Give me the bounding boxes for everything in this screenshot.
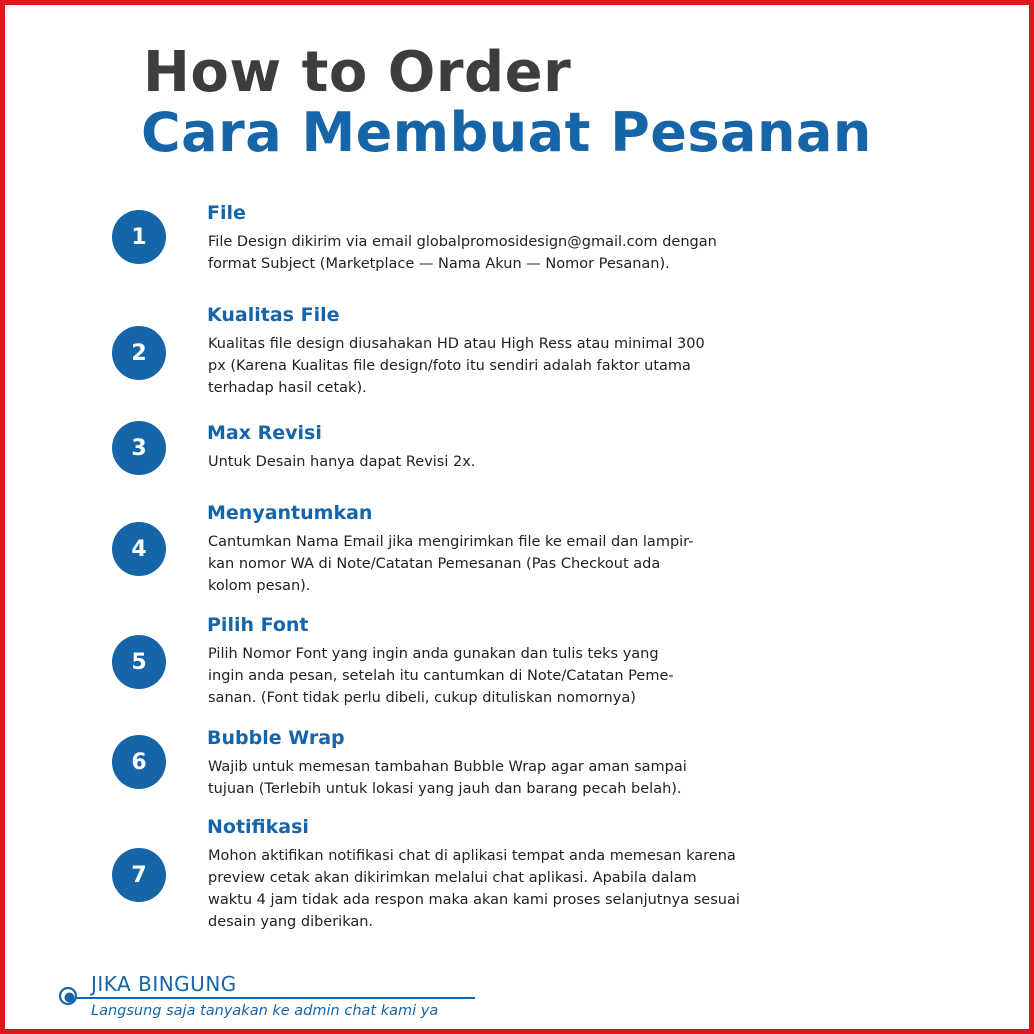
page-subtitle: Cara Membuat Pesanan	[141, 101, 872, 164]
step-number-badge: 7	[112, 848, 166, 902]
footer-subtitle: Langsung saja tanyakan ke admin chat kami ya	[91, 1003, 439, 1019]
step-title: Menyantumkan	[207, 502, 373, 524]
step-description: Pilih Nomor Font yang ingin anda gunakan dan tulis teks yang ingin anda pesan, setelah itu cantumkan di Note/Catatan Peme- sanan. (Font tidak perlu dibeli, cukup dituliskan nomornya)	[208, 646, 674, 706]
step-number-badge: 6	[112, 735, 166, 789]
step-description: Wajib untuk memesan tambahan Bubble Wrap agar aman sampai tujuan (Terlebih untuk lokasi yang jauh dan barang pecah belah).	[208, 759, 687, 797]
step-title: Max Revisi	[207, 422, 322, 444]
step-number-badge: 3	[112, 421, 166, 475]
circle-icon	[58, 986, 78, 1006]
step-number-badge: 4	[112, 522, 166, 576]
step-description: File Design dikirim via email globalpromosidesign@gmail.com dengan format Subject (Marketplace — Nama Akun — Nomor Pesanan).	[208, 234, 717, 272]
page-title: How to Order	[143, 40, 572, 105]
step-number-badge: 1	[112, 210, 166, 264]
step-title: Notifikasi	[207, 816, 309, 838]
step-title: File	[207, 202, 246, 224]
step-title: Pilih Font	[207, 614, 309, 636]
step-title: Kualitas File	[207, 304, 340, 326]
footer-divider	[67, 997, 475, 999]
step-title: Bubble Wrap	[207, 727, 345, 749]
step-description: Mohon aktifikan notifikasi chat di aplikasi tempat anda memesan karena preview cetak akan dikirimkan melalui chat aplikasi. Apabila dalam waktu 4 jam tidak ada respon maka akan kami proses selanjutnya sesuai desain yang diberikan.	[208, 848, 740, 930]
footer-title: JIKA BINGUNG	[91, 972, 237, 996]
step-description: Kualitas file design diusahakan HD atau High Ress atau minimal 300 px (Karena Kualitas file design/foto itu sendiri adalah faktor utama terhadap hasil cetak).	[208, 336, 705, 396]
step-description: Untuk Desain hanya dapat Revisi 2x.	[208, 454, 476, 470]
step-number-badge: 5	[112, 635, 166, 689]
step-number-badge: 2	[112, 326, 166, 380]
step-description: Cantumkan Nama Email jika mengirimkan file ke email dan lampir- kan nomor WA di Note/Catatan Pemesanan (Pas Checkout ada kolom pesan).	[208, 534, 694, 594]
